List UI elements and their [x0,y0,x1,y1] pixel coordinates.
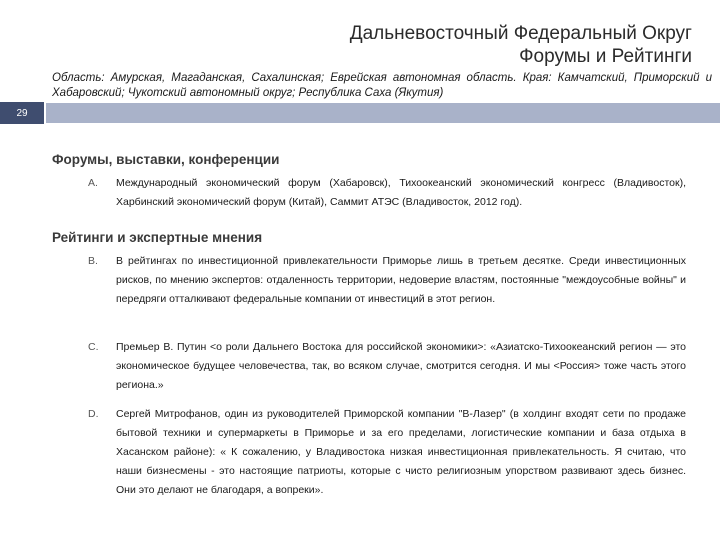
section-heading-forums: Форумы, выставки, конференции [52,152,280,167]
list-item-text: Сергей Митрофанов, один из руководителей Приморской компании "В-Лазер" (в холдинг входят сети по продаже бытовой техники и супермаркеты в Приморье и за его пределами, логистические компании и база отдыха в Хасанском районе): « К сожалению, у Владивостока низкая инвестиционная привлекательность. Я считаю, что наши бизнесмены - это настоящие патриоты, которые с чисто религиозным упорством развивают здесь бизнес. Они это делают не благодаря, а вопреки». [116,408,686,496]
slide-title-line-2: Форумы и Рейтинги [519,46,692,67]
regions-subtitle: Область: Амурская, Магаданская, Сахалинская; Еврейская автономная область. Края: Камчатский, Приморский и Хабаровский; Чукотский автономный округ; Республика Саха (Якутия) [52,72,712,99]
list-item-d [88,405,686,500]
slide-title [172,22,692,68]
slide-title-line-1: Дальневосточный Федеральный Округ [349,23,692,44]
list-item-text: Международный экономический форум (Хабаровск), Тихоокеанский экономический конгресс (Владивосток), Харбинский экономический форум (Китай), Саммит АТЭС (Владивосток, 2012 год). [116,177,686,208]
list-marker: A. [88,177,98,189]
list-marker: D. [88,408,99,420]
header-band [46,103,720,123]
list-marker: B. [88,255,98,267]
list-item-c [88,338,686,395]
section-heading-ratings: Рейтинги и экспертные мнения [52,230,263,245]
list-item-text: В рейтингах по инвестиционной привлекательности Приморье лишь в третьем десятке. Среди инвестиционных рисков, по мнению экспертов: отдаленность территории, недоверие властям, постоянные "междоусобные войны" и передряги отталкивают федеральные компании от инвестиций в этот регион. [116,255,686,305]
slide-number: 29 [0,102,44,124]
list-marker: C. [88,341,99,353]
list-item-b [88,252,686,309]
list-item-a [88,174,686,212]
list-item-text: Премьер В. Путин <о роли Дальнего Востока для российской экономики>: «Азиатско-Тихоокеанский регион — это экономическое будущее человечества, так, во всяком случае, смотрится сегодня. И мы <Россия> тоже часть этого региона.» [116,341,686,391]
